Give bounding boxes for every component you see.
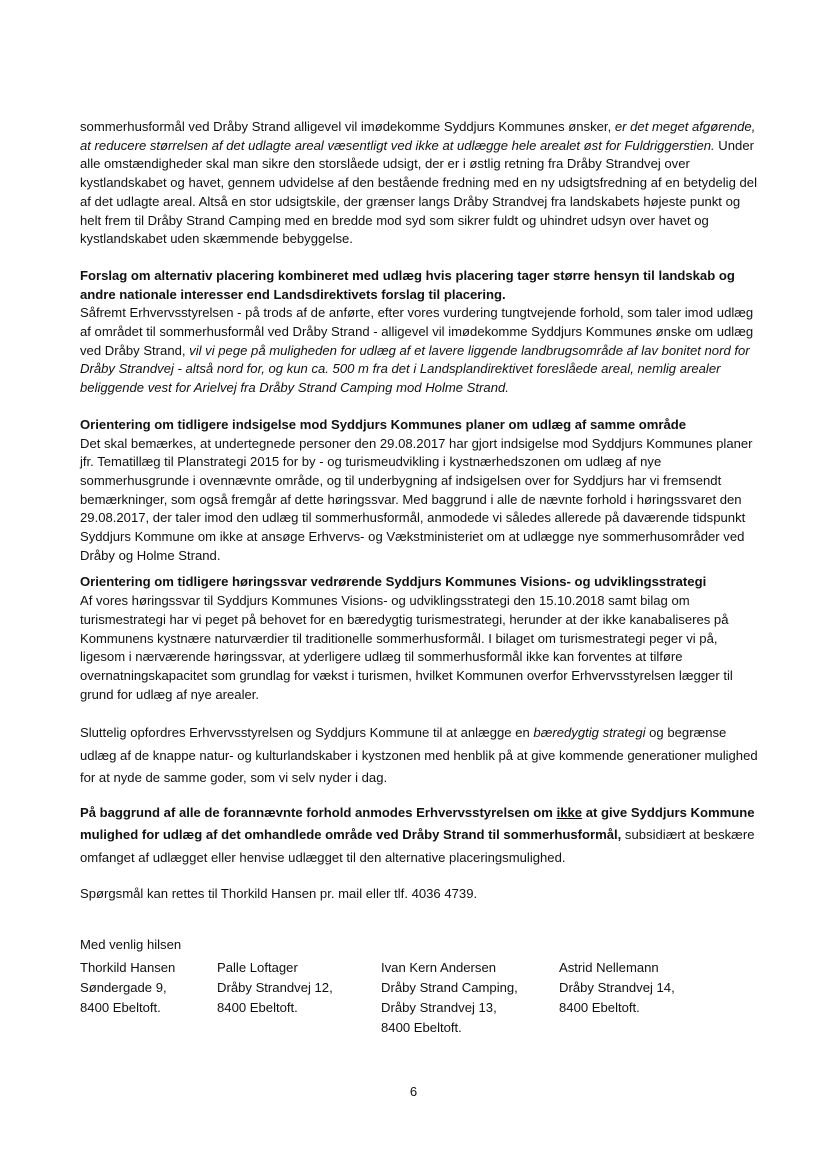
- paragraph-tidligere-horingssvar: Orientering om tidligere høringssvar vedrørende Syddjurs Kommunes Visions- og udviklingsstrategi Af vores høringssvar til Syddjurs Kommunes Visions- og udviklingsstrategi den 15.10.2018 samt bilag om turismestrategi har vi peget på behovet for en bæredygtig turismestrategi, herunder at der ikke kanabaliseres på Kommunens kystnære naturværdier til traditionelle sommerhusformål. I bilaget om turismestrategi peger vi på, ligesom i nærværende høringssvar, at yderligere udlæg til sommerhusformål ikke kan forventes at tilføre overnatningskapacitet som grundlag for vækst i turismen, hvilket Kommunen overfor Erhvervsstyrelsen lægger til grund for udlæg af nye arealer.: [80, 574, 733, 702]
- signer: [80, 958, 175, 1018]
- signer-name: Thorkild Hansen: [80, 960, 176, 975]
- signer-address: Dråby Strandvej 14,: [559, 980, 675, 995]
- paragraph-kontakt: Spørgsmål kan rettes til Thorkild Hansen pr. mail eller tlf. 4036 4739.: [80, 886, 478, 902]
- signer-address: Dråby Strandvej 13,: [381, 1000, 497, 1015]
- section-heading: Forslag om alternativ placering kombineret med udlæg hvis placering tager større hensyn til landskab og andre nationale interesser end Landsdirektivets forslag til placering.: [80, 267, 735, 302]
- paragraph-fredning: sommerhusformål ved Dråby Strand alligevel vil imødekomme Syddjurs Kommunes ønsker, er det meget afgørende, at reducere størrelsen af det udlagte areal væsentligt ved ikke at udlægge hele arealet øst for Fuldriggerstien. Under alle omstændigheder skal man sikre den storslåede udsigt, der er i østlig retning fra Dråby Strandvej over kystlandskabet og havet, gennem udvidelse af den bestående fredning med en ny udsigtsfredning af en betydelig del af det udlagte areal. Altså en stor udsigtskile, der grænser langs Dråby Strandvej fra landskabets højeste punkt og helt frem til Dråby Strand Camping med en bredde mod syd som sikrer fuldt og uhindret udsyn over havet og kystlandskabet uden skæmmende bebyggelse.: [80, 119, 757, 247]
- section-heading: Orientering om tidligere høringssvar vedrørende Syddjurs Kommunes Visions- og udviklingsstrategi: [80, 574, 707, 590]
- signer-address: Dråby Strand Camping,: [381, 980, 518, 995]
- page-number: 6: [409, 1084, 418, 1099]
- signer: [381, 958, 518, 1038]
- paragraph-anmodning: På baggrund af alle de forannævnte forhold anmodes Erhvervsstyrelsen om ikke at give Syddjurs Kommune mulighed for udlæg af det omhandlede område ved Dråby Strand til sommerhusformål, subsidiært at beskære omfanget af udlægget eller henvise udlægget til den alternative placeringsmulighed.: [80, 804, 755, 865]
- signature-block: [80, 936, 760, 1035]
- signer-name: Astrid Nellemann: [559, 960, 659, 975]
- signer-address: Søndergade 9,: [80, 980, 167, 995]
- paragraph-tidligere-indsigelse: Orientering om tidligere indsigelse mod Syddjurs Kommunes planer om udlæg af samme område Det skal bemærkes, at undertegnede personer den 29.08.2017 har gjort indsigelse mod Syddjurs Kommunes planer jfr. Tematillæg til Planstrategi 2015 for by - og turismeudvikling i kystnærhedszonen om udlæg af nye sommerhusgrunde i ovennævnte område, og til underbygning af indsigelsen over for Syddjurs har vi fremsendt bemærkninger, som også fremgår af dette høringssvar. Med baggrund i alle de nævnte forhold i høringssvaret den 29.08.2017, der taler imod den udlæg til sommerhusformål, anmodede vi således allerede på daværende tidspunkt Syddjurs Kommune om ikke at ansøge Erhvervs- og Vækstministeriet om at udlægge nye sommerhusområder ved Dråby og Holme Strand.: [80, 416, 753, 563]
- signer-address: 8400 Ebeltoft.: [381, 1020, 462, 1035]
- section-heading: Orientering om tidligere indsigelse mod Syddjurs Kommunes planer om udlæg af samme område: [80, 416, 687, 432]
- letter-body: [80, 118, 760, 904]
- closing: Med venlig hilsen: [80, 937, 182, 952]
- signer-name: Palle Loftager: [217, 960, 298, 975]
- signer-address: Dråby Strandvej 12,: [217, 980, 333, 995]
- signer-address: 8400 Ebeltoft.: [80, 1000, 161, 1015]
- signer: [217, 958, 333, 1018]
- signer-address: 8400 Ebeltoft.: [217, 1000, 298, 1015]
- paragraph-sluttelig: Sluttelig opfordres Erhvervsstyrelsen og Syddjurs Kommune til at anlægge en bæredygtig strategi og begrænse udlæg af de knappe natur- og kulturlandskaber i kystzonen med henblik på at give kommende generationer mulighed for at nyde de samme goder, som vi selv nyder i dag.: [80, 725, 758, 786]
- signer-name: Ivan Kern Andersen: [381, 960, 497, 975]
- signer-address: 8400 Ebeltoft.: [559, 1000, 640, 1015]
- paragraph-alternativ-placering: Forslag om alternativ placering kombineret med udlæg hvis placering tager større hensyn til landskab og andre nationale interesser end Landsdirektivets forslag til placering. Såfremt Erhvervsstyrelsen - på trods af de anførte, efter vores vurdering tungtvejende forhold, som taler imod udlæg af området til sommerhusformål ved Dråby Strand - alligevel vil imødekomme Syddjurs Kommunes ønske om udlæg ved Dråby Strand, vil vi pege på muligheden for udlæg af et lavere liggende landbrugsområde af lav bonitet nord for Dråby Strandvej - altså nord for, og kun ca. 500 m fra det i Landsplandirektivet foreslåede areal, nemlig arealer beliggende vest for Arielvej fra Dråby Strand Camping mod Holme Strand.: [80, 267, 754, 396]
- signer: [559, 958, 675, 1018]
